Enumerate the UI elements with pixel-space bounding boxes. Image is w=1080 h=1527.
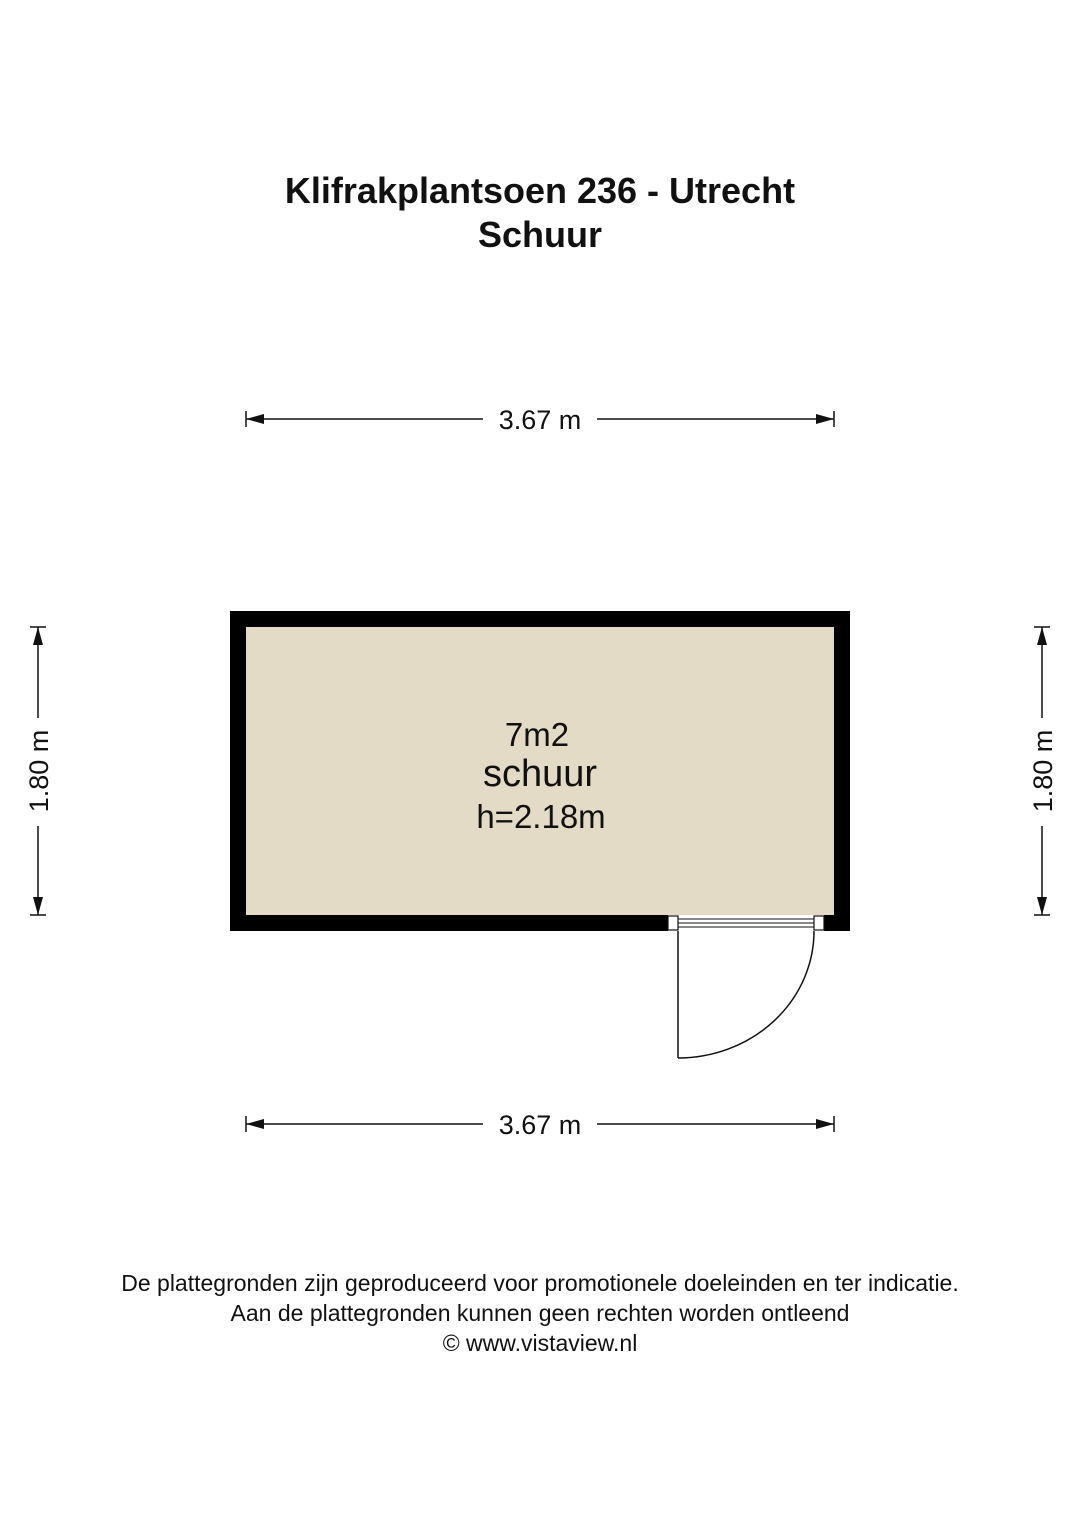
top-width-label: 3.67 m xyxy=(498,405,582,435)
disclaimer-line-1: De plattegronden zijn geproduceerd voor promotionele doeleinden en ter indicatie. xyxy=(121,1270,959,1296)
door-swing-arc xyxy=(678,931,814,1058)
copyright-notice: © www.vistaview.nl xyxy=(442,1330,638,1356)
top-width-dimension xyxy=(246,405,834,435)
arrow-right-icon xyxy=(816,1119,834,1129)
left-height-dimension xyxy=(24,627,54,915)
right-height-dimension xyxy=(1028,627,1058,915)
right-height-label: 1.80 m xyxy=(1028,729,1058,813)
door-jamb-left xyxy=(668,916,678,930)
room-area-label: 7m2 xyxy=(504,716,570,753)
arrow-up-icon xyxy=(1037,627,1047,645)
floorplan-address-title: Klifrakplantsoen 236 - Utrecht xyxy=(284,170,796,211)
floorplan-building-title: Schuur xyxy=(477,214,602,255)
room-name-label: schuur xyxy=(482,753,598,795)
bottom-width-label: 3.67 m xyxy=(498,1110,582,1140)
arrow-left-icon xyxy=(246,1119,264,1129)
left-height-label: 1.80 m xyxy=(24,729,54,813)
arrow-right-icon xyxy=(816,414,834,424)
disclaimer-line-2: Aan de plattegronden kunnen geen rechten worden ontleend xyxy=(230,1300,850,1326)
bottom-width-dimension xyxy=(246,1110,834,1140)
arrow-left-icon xyxy=(246,414,264,424)
room-height-label: h=2.18m xyxy=(476,798,606,835)
door-jamb-right xyxy=(814,916,824,930)
arrow-down-icon xyxy=(1037,897,1047,915)
arrow-up-icon xyxy=(33,627,43,645)
arrow-down-icon xyxy=(33,897,43,915)
